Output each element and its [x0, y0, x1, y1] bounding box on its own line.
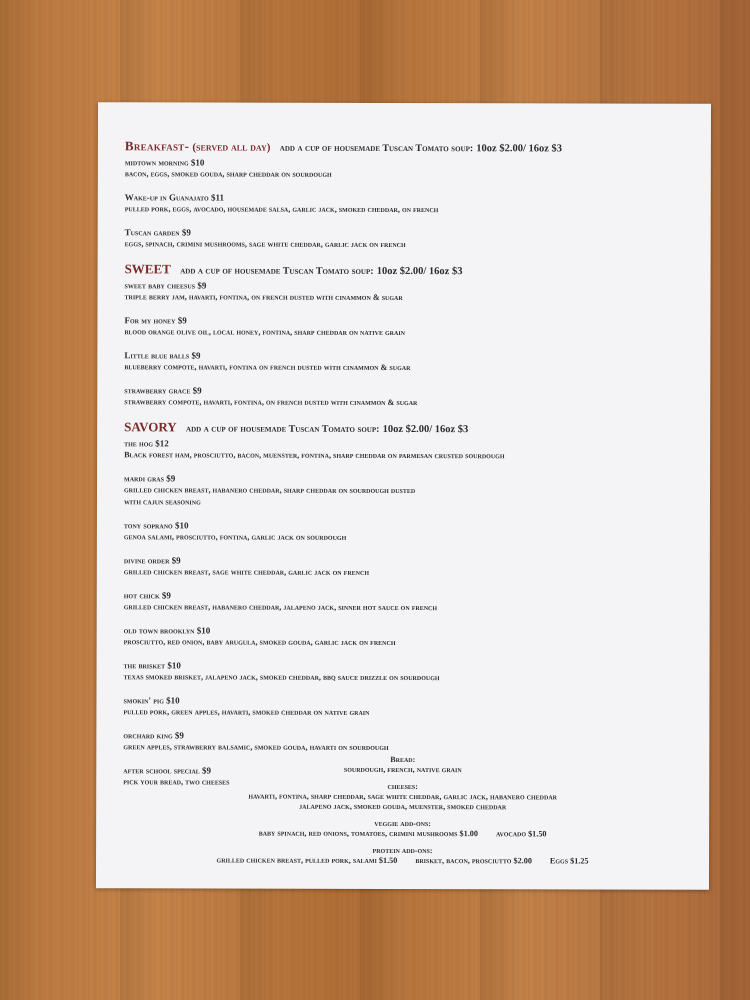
menu-item-desc: grilled chicken breast, habanero cheddar, sharp cheddar on sourdough dusted	[124, 485, 416, 496]
menu-item-desc: prosciutto, red onion, baby arugula, smoked gouda, garlic jack on french	[123, 637, 396, 647]
menu-item-name: For my honey $9	[124, 315, 187, 326]
protein-block	[96, 845, 709, 867]
savory-title: SAVORY	[124, 419, 177, 435]
bread-options: sourdough, french, native grain	[343, 764, 462, 775]
addons-section	[96, 754, 709, 874]
menu-page	[96, 102, 711, 890]
menu-item-desc: green apples, strawberry balsamic, smoked gouda, havarti on sourdough	[123, 742, 389, 752]
menu-item-name: tony soprano $10	[123, 520, 189, 531]
menu-item-name: Little blue balls $9	[124, 350, 201, 361]
menu-item-name: hot chick $9	[123, 590, 171, 601]
menu-item-desc: blood orange olive oil, local honey, fontina, sharp cheddar on native grain	[124, 327, 406, 338]
menu-item-desc: texas smoked brisket, jalapeno jack, smoked cheddar, bbq sauce drizzle on sourdough	[123, 672, 440, 683]
breakfast-subtitle: (served all day)	[192, 141, 271, 154]
menu-item-desc: pulled pork, eggs, avocado, housemade salsa, garlic jack, smoked cheddar, on french	[124, 204, 439, 215]
savory-soup-offer: add a cup of housemade Tuscan Tomato soup:	[186, 423, 380, 435]
menu-item	[124, 472, 690, 509]
cheeses-options: havarti, fontina, sharp cheddar, sage white cheddar, garlic jack, habanero cheddar	[248, 791, 558, 802]
protein-option-a: grilled chicken breast, pulled pork, salami $1.50	[216, 855, 398, 865]
breakfast-title: Breakfast-	[124, 138, 190, 154]
menu-item-desc: strawberry compote, havarti, fontina, on french dusted with cinammon & sugar	[124, 397, 418, 408]
sweet-soup-offer: add a cup of housemade Tuscan Tomato soup:	[180, 265, 374, 277]
cheeses-block	[96, 781, 709, 813]
menu-item-desc: Black forest ham, prosciutto, bacon, muenster, fontina, sharp cheddar on parmesan crusted sourdough	[124, 450, 505, 461]
menu-item-desc: grilled chicken breast, habanero cheddar, jalapeno jack, sinner hot sauce on french	[123, 602, 438, 613]
sweet-title: SWEET	[124, 261, 171, 277]
menu-item-desc: with cajun seasoning	[123, 497, 201, 507]
cheeses-heading: cheeses:	[387, 781, 418, 792]
menu-item-name: mardi gras $9	[124, 473, 176, 484]
menu-item	[125, 226, 691, 251]
menu-item-name: after school special $9	[123, 765, 212, 776]
menu-item	[124, 659, 690, 684]
sweet-header	[125, 261, 691, 279]
menu-item	[123, 694, 689, 719]
menu-item	[125, 156, 691, 181]
veggie-heading: veggie add-ons:	[374, 818, 431, 829]
breakfast-soup-offer: add a cup of housemade Tuscan Tomato soup:	[279, 142, 474, 155]
menu-item	[125, 191, 691, 216]
menu-item-desc: blueberry compote, havarti, fontina on french dusted with cinammon & sugar	[124, 362, 411, 373]
menu-item-name: the brisket $10	[123, 660, 181, 671]
menu-item	[124, 314, 690, 339]
veggie-option-a: baby spinach, red onions, tomatoes, crimini mushrooms $1.00	[258, 828, 478, 839]
bread-heading: Bread:	[390, 754, 416, 765]
menu-item-name: divine order $9	[123, 555, 181, 566]
menu-item-desc: eggs, spinach, crimini mushrooms, sage white cheddar, garlic jack on french	[124, 239, 406, 250]
menu-item-desc: bacon, eggs, smoked gouda, sharp cheddar on sourdough	[124, 169, 332, 179]
menu-item-name: the hog $12	[124, 438, 169, 449]
menu-item-name: strawberry grace $9	[124, 385, 202, 396]
breakfast-header	[125, 138, 691, 156]
menu-item-name: orchard king $9	[123, 730, 184, 741]
menu-item-name: Tuscan garden $9	[124, 227, 191, 238]
menu-item-desc: grilled chicken breast, sage white cheddar, garlic jack on french	[123, 567, 370, 577]
menu-item-name: Wake-up in Guanajato $11	[124, 192, 224, 203]
menu-item-name: sweet baby cheesus $9	[124, 280, 207, 291]
menu-item-desc: genoa salami, prosciutto, fontina, garlic jack on sourdough	[123, 532, 347, 542]
breakfast-soup-price: 10oz $2.00/ 16oz $3	[476, 143, 563, 155]
savory-soup-price: 10oz $2.00/ 16oz $3	[382, 423, 469, 436]
breakfast-section	[125, 138, 691, 251]
menu-item-desc: triple berry jam, havarti, fontina, on french dusted with cinammon & sugar	[124, 292, 403, 302]
menu-item	[123, 729, 689, 754]
menu-item	[125, 279, 691, 304]
menu-content	[123, 138, 691, 800]
menu-item-desc: pick your bread, two cheeses	[123, 777, 230, 787]
menu-item	[124, 384, 690, 409]
protein-options	[96, 855, 709, 867]
menu-item	[124, 437, 690, 462]
protein-heading: protein add-ons:	[372, 845, 433, 856]
menu-item-name: smokin' pig $10	[123, 695, 180, 706]
menu-item-name: old town brooklyn $10	[123, 625, 211, 636]
sweet-soup-price: 10oz $2.00/ 16oz $3	[376, 265, 463, 278]
bread-block	[96, 754, 709, 776]
veggie-block	[96, 818, 709, 840]
menu-item	[124, 554, 690, 579]
protein-option-b: brisket, bacon, prosciutto $2.00	[415, 856, 532, 866]
menu-item	[124, 519, 690, 544]
menu-item	[124, 624, 690, 649]
menu-item-desc: pulled pork, green apples, havarti, smoked cheddar on native grain	[123, 707, 370, 717]
cheeses-options: jalapeno jack, smoked gouda, muenster, smoked cheddar	[299, 801, 507, 812]
veggie-option-b: avocado $1.50	[495, 829, 547, 839]
veggie-options	[96, 828, 709, 840]
menu-item	[124, 589, 690, 614]
savory-section	[123, 419, 690, 789]
menu-item-name: midtown morning $10	[124, 157, 205, 168]
savory-header	[124, 419, 690, 437]
protein-option-c: Eggs $1.25	[549, 856, 589, 866]
menu-item	[124, 349, 690, 374]
sweet-section	[124, 261, 690, 409]
